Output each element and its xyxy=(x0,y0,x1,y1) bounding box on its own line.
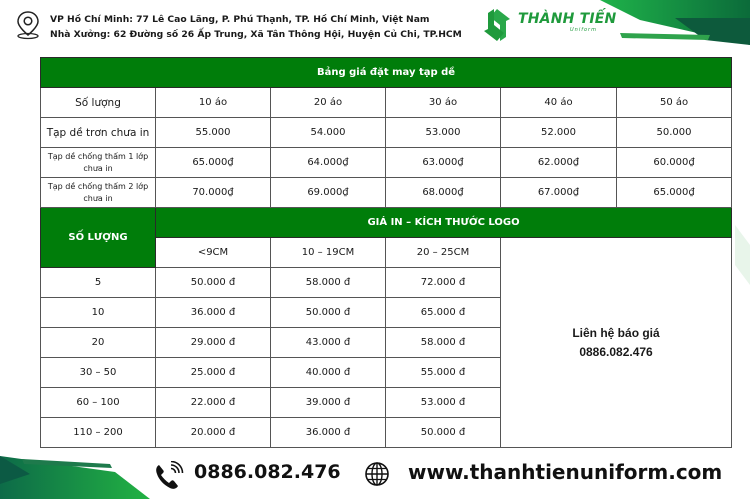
price-cell: 65.000₫ xyxy=(156,148,271,178)
price-cell: 20.000 đ xyxy=(156,418,271,448)
price-cell: 36.000 đ xyxy=(156,298,271,328)
price-cell: 53.000 xyxy=(386,118,501,148)
price-cell: 52.000 xyxy=(501,118,617,148)
price-cell: 72.000 đ xyxy=(386,268,501,298)
table-row xyxy=(41,178,732,208)
column-header: 10 áo xyxy=(156,88,271,118)
price-cell: 64.000₫ xyxy=(271,148,386,178)
column-header: 50 áo xyxy=(617,88,732,118)
logo-mark-icon xyxy=(480,7,514,43)
office-address: VP Hồ Chí Minh: 77 Lê Cao Lãng, P. Phú Thạnh, TP. Hồ Chí Minh, Việt Nam xyxy=(50,14,430,25)
price-cell: 58.000 đ xyxy=(271,268,386,298)
price-cell: 60.000₫ xyxy=(617,148,732,178)
footer-website-link[interactable]: www.thanhtienuniform.com xyxy=(408,460,723,484)
side-decoration-right xyxy=(735,225,750,285)
print-price-title: GIÁ IN – KÍCH THƯỚC LOGO xyxy=(156,208,732,238)
quantity-cell: 60 – 100 xyxy=(41,388,156,418)
quantity-header: SỐ LƯỢNG xyxy=(41,208,156,268)
logo-subtext: Uniform xyxy=(570,27,597,33)
price-cell: 22.000 đ xyxy=(156,388,271,418)
table-title: Bảng giá đặt may tạp dề xyxy=(41,58,732,88)
globe-icon xyxy=(364,461,390,487)
price-cell: 40.000 đ xyxy=(271,358,386,388)
row-label: Tạp dề trơn chưa in xyxy=(41,118,156,148)
price-cell: 68.000₫ xyxy=(386,178,501,208)
address-block xyxy=(50,12,462,42)
table-row xyxy=(41,118,732,148)
row-label: Tạp dề chống thấm 1 lớp chưa in xyxy=(41,148,156,178)
price-cell: 67.000₫ xyxy=(501,178,617,208)
price-cell: 25.000 đ xyxy=(156,358,271,388)
price-cell: 50.000 đ xyxy=(156,268,271,298)
price-cell: 63.000₫ xyxy=(386,148,501,178)
price-cell: 50.000 đ xyxy=(386,418,501,448)
quantity-cell: 10 xyxy=(41,298,156,328)
column-header: 40 áo xyxy=(501,88,617,118)
column-header: <9CM xyxy=(156,238,271,268)
column-header: 20 – 25CM xyxy=(386,238,501,268)
map-pin-icon xyxy=(15,10,41,40)
column-header: 10 – 19CM xyxy=(271,238,386,268)
footer-phone[interactable]: 0886.082.476 xyxy=(194,461,341,483)
brand-logo xyxy=(480,5,620,45)
corner-decoration-bottom-left xyxy=(0,454,150,499)
price-cell: 55.000 xyxy=(156,118,271,148)
row-label: Tạp dề chống thấm 2 lớp chưa in xyxy=(41,178,156,208)
contact-label: Liên hệ báo giá xyxy=(572,325,660,340)
quantity-cell: 110 – 200 xyxy=(41,418,156,448)
contact-quote-cell xyxy=(501,238,732,448)
price-cell: 39.000 đ xyxy=(271,388,386,418)
price-cell: 65.000₫ xyxy=(617,178,732,208)
phone-icon xyxy=(153,461,185,491)
column-header: Số lượng xyxy=(41,88,156,118)
price-cell: 55.000 đ xyxy=(386,358,501,388)
price-cell: 50.000 đ xyxy=(271,298,386,328)
price-cell: 50.000 xyxy=(617,118,732,148)
price-cell: 65.000 đ xyxy=(386,298,501,328)
header xyxy=(0,0,750,50)
logo-text: THÀNH TIẾN xyxy=(518,11,617,27)
contact-phone[interactable]: 0886.082.476 xyxy=(579,344,653,359)
column-header: 30 áo xyxy=(386,88,501,118)
column-header: 20 áo xyxy=(271,88,386,118)
factory-address: Nhà Xưởng: 62 Đường số 26 Ấp Trung, Xã Tân Thông Hội, Huyện Củ Chi, TP.HCM xyxy=(50,29,462,40)
price-cell: 62.000₫ xyxy=(501,148,617,178)
price-cell: 29.000 đ xyxy=(156,328,271,358)
table-header-row xyxy=(41,88,732,118)
price-cell: 36.000 đ xyxy=(271,418,386,448)
quantity-cell: 30 – 50 xyxy=(41,358,156,388)
price-table xyxy=(40,57,732,448)
quantity-cell: 20 xyxy=(41,328,156,358)
price-cell: 43.000 đ xyxy=(271,328,386,358)
price-cell: 54.000 xyxy=(271,118,386,148)
quantity-cell: 5 xyxy=(41,268,156,298)
price-cell: 58.000 đ xyxy=(386,328,501,358)
price-cell: 70.000₫ xyxy=(156,178,271,208)
price-cell: 69.000₫ xyxy=(271,178,386,208)
table-row xyxy=(41,148,732,178)
price-cell: 53.000 đ xyxy=(386,388,501,418)
